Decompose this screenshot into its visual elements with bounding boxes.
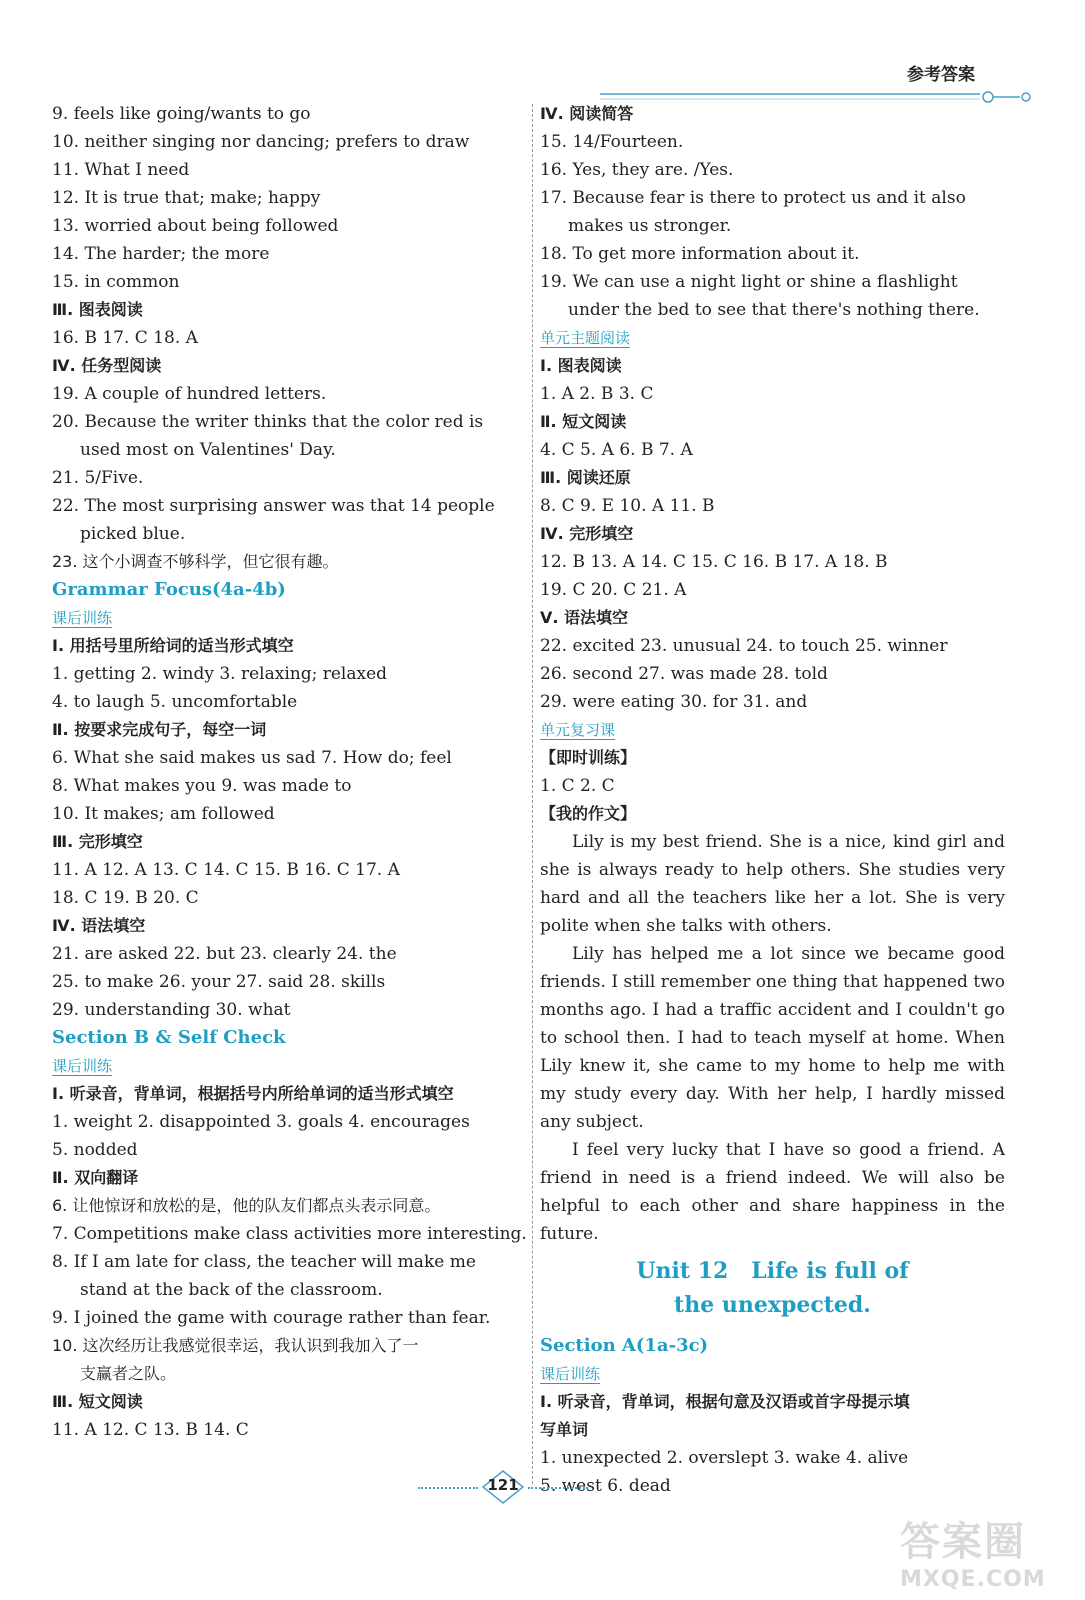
- answer-line: 1. C 2. C: [540, 776, 615, 796]
- answer-line: 15. in common: [52, 272, 180, 292]
- answer-line: 11. A 12. C 13. B 14. C: [52, 1420, 249, 1440]
- subsection-label-text: 课后训练: [540, 1365, 601, 1383]
- answer-line: 20. Because the writer thinks that the color red is: [52, 412, 484, 432]
- watermark-sub: MXQE.COM: [900, 1567, 1046, 1592]
- answer-line: 9. I joined the game with courage rather than fear.: [52, 1308, 491, 1328]
- exercise-heading: Ⅲ. 短文阅读: [52, 1392, 143, 1411]
- answer-line: 4. to laugh 5. uncomfortable: [52, 692, 298, 712]
- answer-line: 10. 这次经历让我感觉很幸运，我认识到我加入了一: [52, 1336, 419, 1355]
- right-column: [540, 100, 1005, 1500]
- answer-line: 22. The most surprising answer was that 14 people: [52, 496, 495, 516]
- section-heading: Section B & Self Check: [52, 1027, 286, 1048]
- subsection-label-text: 单元主题阅读: [540, 329, 631, 347]
- exercise-heading: Ⅰ. 图表阅读: [540, 356, 622, 375]
- subsection-label-text: 课后训练: [52, 609, 113, 627]
- column-divider: [532, 104, 533, 1484]
- exercise-heading: Ⅰ. 用括号里所给词的适当形式填空: [52, 636, 294, 655]
- answer-line: 22. excited 23. unusual 24. to touch 25. winner: [540, 636, 948, 656]
- page-number-dots-right: [528, 1487, 588, 1489]
- exercise-heading: Ⅲ. 阅读还原: [540, 468, 631, 487]
- exercise-heading: Ⅳ. 完形填空: [540, 524, 634, 543]
- essay-paragraph: I feel very lucky that I have so good a friend. A friend in need is a friend indeed. We will also be helpful to each other and share happiness in the future.: [540, 1140, 1005, 1244]
- exercise-heading: Ⅴ. 语法填空: [540, 608, 629, 627]
- answer-line: 26. second 27. was made 28. told: [540, 664, 828, 684]
- exercise-heading: Ⅳ. 任务型阅读: [52, 356, 162, 375]
- answer-line: 8. C 9. E 10. A 11. B: [540, 496, 715, 516]
- answer-line: 16. Yes, they are. /Yes.: [540, 160, 734, 180]
- page-number-dots-left: [418, 1487, 478, 1489]
- answer-line: 10. It makes; am followed: [52, 804, 275, 824]
- exercise-heading: 写单词: [540, 1420, 589, 1439]
- exercise-heading: Ⅱ. 双向翻译: [52, 1168, 139, 1187]
- answer-line: 18. C 19. B 20. C: [52, 888, 199, 908]
- subsection-label: [540, 716, 1005, 744]
- subsection-label-text: 课后训练: [52, 1057, 113, 1075]
- right-top-answers: [540, 100, 1005, 828]
- answer-line: 支赢者之队。: [80, 1364, 177, 1383]
- watermark: [900, 1510, 1070, 1595]
- answer-line: 11. What I need: [52, 160, 190, 180]
- exercise-heading: Ⅳ. 阅读简答: [540, 104, 634, 123]
- unit-title: [540, 1254, 1005, 1322]
- answer-line: 1. A 2. B 3. C: [540, 384, 654, 404]
- watermark-main: 答案圈: [900, 1519, 1026, 1565]
- answer-line: 8. What makes you 9. was made to: [52, 776, 352, 796]
- exercise-heading: Ⅰ. 听录音，背单词，根据括号内所给单词的适当形式填空: [52, 1084, 454, 1103]
- answer-line: 29. were eating 30. for 31. and: [540, 692, 808, 712]
- answer-line: 5. nodded: [52, 1140, 138, 1160]
- answer-line: 21. are asked 22. but 23. clearly 24. the: [52, 944, 397, 964]
- answer-line: 15. 14/Fourteen.: [540, 132, 684, 152]
- essay: [540, 828, 1005, 1248]
- answer-line: picked blue.: [80, 524, 186, 544]
- left-column: [52, 100, 527, 1444]
- answer-line: used most on Valentines' Day.: [80, 440, 336, 460]
- answer-line: 7. Competitions make class activities more interesting.: [52, 1224, 527, 1244]
- essay-paragraph: Lily is my best friend. She is a nice, kind girl and she is always ready to help others. She studies very hard and all the teachers like her a lot. She is very polite when she talks with others.: [540, 832, 1005, 936]
- answer-line: 12. B 13. A 14. C 15. C 16. B 17. A 18. B: [540, 552, 888, 572]
- answer-line: 16. B 17. C 18. A: [52, 328, 198, 348]
- answer-line: 1. getting 2. windy 3. relaxing; relaxed: [52, 664, 388, 684]
- answer-line: 18. To get more information about it.: [540, 244, 860, 264]
- right-bottom-answers: [540, 1332, 1005, 1500]
- exercise-heading: Ⅱ. 短文阅读: [540, 412, 627, 431]
- exercise-heading: Ⅳ. 语法填空: [52, 916, 146, 935]
- answer-line: 25. to make 26. your 27. said 28. skills: [52, 972, 386, 992]
- exercise-heading: Ⅱ. 按要求完成句子，每空一词: [52, 720, 267, 739]
- answer-line: 17. Because fear is there to protect us and it also: [540, 188, 966, 208]
- header-title: 参考答案: [907, 65, 975, 85]
- answer-line: 11. A 12. A 13. C 14. C 15. B 16. C 17. A: [52, 860, 400, 880]
- exercise-heading: 【我的作文】: [540, 804, 637, 823]
- exercise-heading: Ⅲ. 完形填空: [52, 832, 143, 851]
- answer-line: 19. C 20. C 21. A: [540, 580, 687, 600]
- answer-line: stand at the back of the classroom.: [80, 1280, 383, 1300]
- answer-line: 6. 让他惊讶和放松的是，他的队友们都点头表示同意。: [52, 1196, 441, 1215]
- answer-line: 1. unexpected 2. overslept 3. wake 4. alive: [540, 1448, 909, 1468]
- answer-line: 8. If I am late for class, the teacher will make me: [52, 1252, 476, 1272]
- answer-line: 5. west 6. dead: [540, 1476, 671, 1496]
- answer-line: 14. The harder; the more: [52, 244, 270, 264]
- subsection-label: [52, 1052, 512, 1080]
- essay-paragraph: Lily has helped me a lot since we became good friends. I still remember one thing that happened two months ago. I had a traffic accident and I couldn't go to school then. I had to teach myself at home. When Lily knew it, she came to my home to help me with my study every day. With her help, I hardly missed any subject.: [540, 944, 1005, 1132]
- subsection-label: [540, 1360, 1005, 1388]
- page-number: 121: [487, 1476, 519, 1494]
- answer-line: 13. worried about being followed: [52, 216, 339, 236]
- answer-line: 29. understanding 30. what: [52, 1000, 291, 1020]
- subsection-label: [540, 324, 1005, 352]
- answer-line: makes us stronger.: [568, 216, 732, 236]
- answer-line: 6. What she said makes us sad 7. How do; feel: [52, 748, 452, 768]
- exercise-heading: 【即时训练】: [540, 748, 637, 767]
- answer-line: 1. weight 2. disappointed 3. goals 4. encourages: [52, 1112, 470, 1132]
- exercise-heading: Ⅲ. 图表阅读: [52, 300, 143, 319]
- answer-line: 19. We can use a night light or shine a flashlight: [540, 272, 958, 292]
- answer-line: 23. 这个小调查不够科学，但它很有趣。: [52, 552, 339, 571]
- answer-line: under the bed to see that there's nothing there.: [568, 300, 980, 320]
- answer-line: 19. A couple of hundred letters.: [52, 384, 327, 404]
- section-heading: Grammar Focus(4a-4b): [52, 579, 286, 600]
- exercise-heading: Ⅰ. 听录音，背单词，根据句意及汉语或首字母提示填: [540, 1392, 910, 1411]
- unit-title-line1: Unit 12 Life is full of: [636, 1258, 909, 1284]
- answer-line: 9. feels like going/wants to go: [52, 104, 311, 124]
- answer-line: 4. C 5. A 6. B 7. A: [540, 440, 693, 460]
- answer-line: 10. neither singing nor dancing; prefers to draw: [52, 132, 470, 152]
- subsection-label: [52, 604, 512, 632]
- subsection-label-text: 单元复习课: [540, 721, 616, 739]
- answer-line: 12. It is true that; make; happy: [52, 188, 321, 208]
- section-heading: Section A(1a-3c): [540, 1335, 709, 1356]
- unit-title-line2: the unexpected.: [674, 1292, 871, 1318]
- answer-line: 21. 5/Five.: [52, 468, 144, 488]
